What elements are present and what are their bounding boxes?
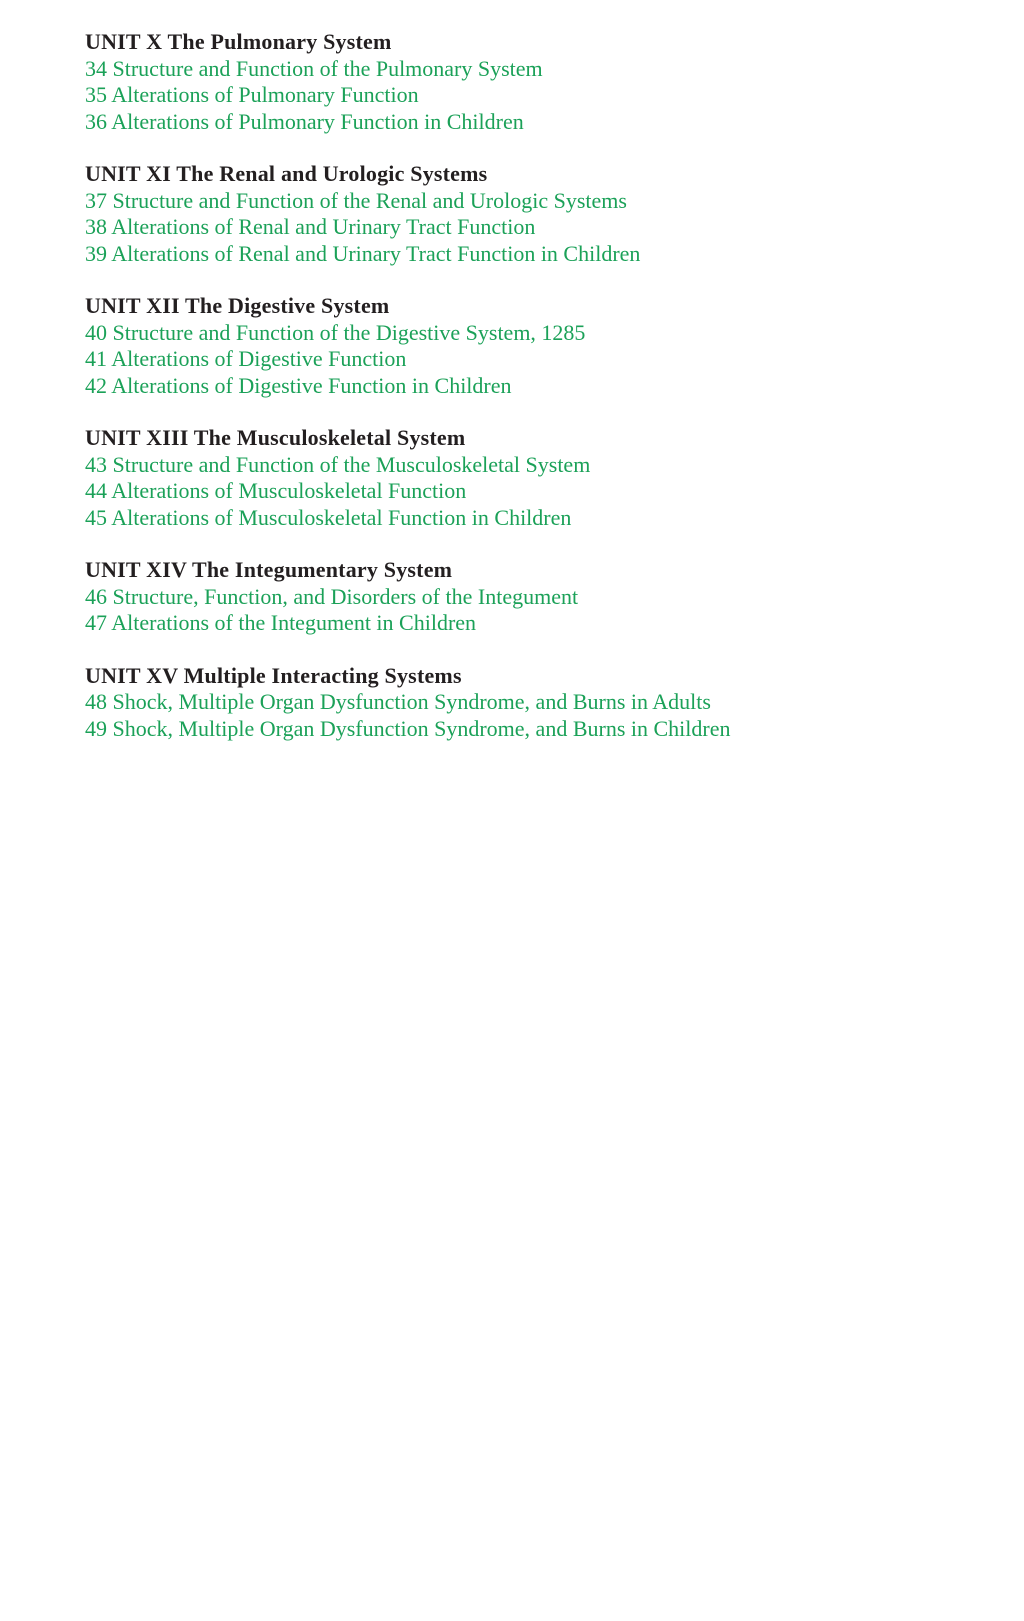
chapter-link[interactable]: 39 Alterations of Renal and Urinary Tract Function in Children <box>85 240 641 266</box>
chapter-link[interactable]: 45 Alterations of Musculoskeletal Function in Children <box>85 504 572 530</box>
unit-heading: UNIT XV Multiple Interacting Systems <box>85 662 462 688</box>
chapter-link[interactable]: 47 Alterations of the Integument in Children <box>85 610 477 635</box>
chapter-link[interactable]: 48 Shock, Multiple Organ Dysfunction Syndrome, and Burns in Adults <box>85 689 711 714</box>
chapter-link[interactable]: 46 Structure, Function, and Disorders of the Integument <box>85 583 579 609</box>
chapter-link[interactable]: 44 Alterations of Musculoskeletal Function <box>85 478 467 503</box>
unit-section-integumentary <box>85 557 984 637</box>
chapter-link[interactable]: 37 Structure and Function of the Renal and Urologic Systems <box>85 187 627 213</box>
unit-section-renal-urologic <box>85 161 984 267</box>
chapter-link[interactable]: 43 Structure and Function of the Musculoskeletal System <box>85 451 591 477</box>
unit-heading: UNIT XIII The Musculoskeletal System <box>85 425 466 450</box>
unit-heading: UNIT XI The Renal and Urologic Systems <box>85 161 488 186</box>
chapter-link[interactable]: 38 Alterations of Renal and Urinary Tract Function <box>85 214 536 239</box>
unit-section-pulmonary <box>85 29 984 135</box>
chapter-link[interactable]: 36 Alterations of Pulmonary Function in Children <box>85 108 524 134</box>
unit-heading: UNIT XII The Digestive System <box>85 293 390 318</box>
chapter-link[interactable]: 35 Alterations of Pulmonary Function <box>85 82 419 107</box>
chapter-link[interactable]: 34 Structure and Function of the Pulmonary System <box>85 55 543 81</box>
unit-section-musculoskeletal <box>85 425 984 531</box>
chapter-link[interactable]: 41 Alterations of Digestive Function <box>85 346 407 371</box>
unit-heading: UNIT XIV The Integumentary System <box>85 557 453 582</box>
unit-section-multiple-interacting <box>85 663 984 743</box>
chapter-link[interactable]: 40 Structure and Function of the Digestive System, 1285 <box>85 319 586 345</box>
chapter-link[interactable]: 49 Shock, Multiple Organ Dysfunction Syndrome, and Burns in Children <box>85 715 731 741</box>
unit-section-digestive <box>85 293 984 399</box>
unit-heading: UNIT X The Pulmonary System <box>85 29 392 54</box>
chapter-link[interactable]: 42 Alterations of Digestive Function in Children <box>85 372 512 398</box>
